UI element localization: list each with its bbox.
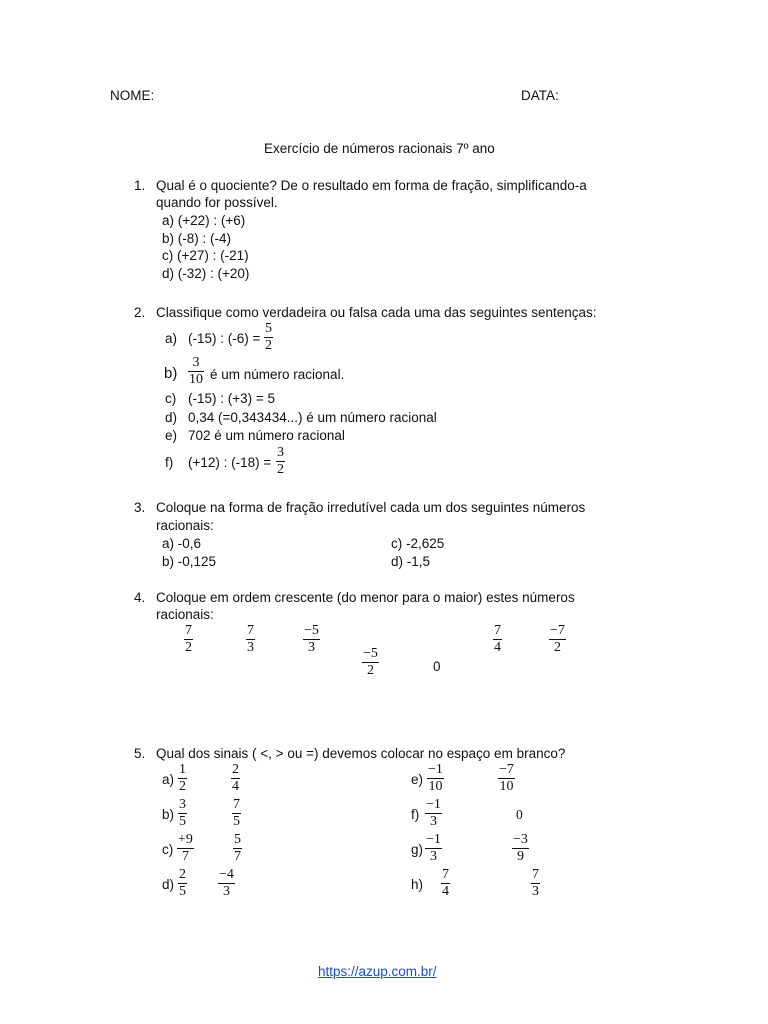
fraction (493, 624, 502, 655)
numerator: −1 (426, 832, 441, 847)
list-item: d) -1,5 (391, 554, 431, 569)
fraction (425, 833, 442, 864)
denominator: 4 (494, 640, 501, 655)
list-item: b) (-8) : (-4) (162, 231, 231, 246)
fraction (276, 446, 285, 477)
list-item: c) (+27) : (-21) (162, 248, 249, 263)
question-text: Qual dos sinais ( <, > ou =) devemos colocar no espaço em branco? (156, 746, 566, 761)
list-item: a) (+22) : (+6) (162, 213, 246, 228)
numerator: 3 (277, 445, 284, 460)
numerator: 5 (265, 321, 272, 336)
item-label: d) (165, 410, 178, 425)
question-text: Coloque na forma de fração irredutível cada um dos seguintes números (156, 500, 586, 515)
fraction (303, 624, 320, 655)
numerator: 1 (179, 762, 186, 777)
denominator: 4 (232, 779, 239, 794)
item-text: é um número racional. (210, 367, 345, 382)
item-text: (+12) : (-18) = (188, 455, 272, 470)
fraction (178, 868, 187, 899)
item-label: e) (411, 772, 424, 787)
list-item: d) (-32) : (+20) (162, 266, 250, 281)
item-label: c) (165, 391, 177, 406)
question-text: quando for possível. (156, 195, 278, 210)
fraction (498, 763, 515, 794)
numerator: 5 (234, 832, 241, 847)
fraction (178, 763, 187, 794)
denominator: 3 (307, 640, 315, 655)
footer-link[interactable]: https://azup.com.br/ (318, 964, 437, 979)
fraction (362, 647, 379, 678)
item-label: g) (411, 842, 424, 857)
numerator: 7 (247, 623, 254, 638)
item-label: d) (162, 877, 175, 892)
denominator: 9 (516, 849, 524, 864)
numerator: 2 (232, 762, 239, 777)
denominator: 2 (265, 338, 272, 353)
numerator: −7 (499, 762, 514, 777)
fraction (531, 868, 540, 899)
question-number: 3. (134, 500, 146, 515)
denominator: 5 (179, 884, 186, 899)
denominator: 3 (429, 814, 437, 829)
denominator: 10 (428, 779, 443, 794)
numerator: 7 (532, 867, 539, 882)
list-item: a) -0,6 (162, 536, 202, 551)
denominator: 3 (222, 884, 230, 899)
numerator: −4 (219, 867, 234, 882)
denominator: 4 (442, 884, 449, 899)
item-text: 702 é um número racional (188, 428, 345, 443)
denominator: 3 (429, 849, 437, 864)
item-label: a) (165, 331, 178, 346)
question-number: 2. (134, 305, 146, 320)
page-title: Exercício de números racionais 7º ano (264, 141, 495, 156)
numerator: 3 (192, 355, 200, 370)
fraction (231, 763, 240, 794)
numerator: 7 (442, 867, 449, 882)
item-label: e) (165, 428, 178, 443)
numerator: 3 (179, 797, 186, 812)
denominator: 2 (185, 640, 192, 655)
denominator: 2 (277, 462, 284, 477)
fraction (184, 624, 193, 655)
item-label: h) (411, 877, 424, 892)
date-label: DATA: (521, 88, 559, 103)
item-text: (-15) : (+3) = 5 (188, 391, 276, 406)
fraction (233, 833, 242, 864)
denominator: 7 (181, 849, 189, 864)
denominator: 2 (553, 640, 561, 655)
denominator: 3 (532, 884, 539, 899)
question-text: racionais: (156, 518, 214, 533)
item-text: 0,34 (=0,343434...) é um número racional (188, 410, 437, 425)
question-number: 1. (134, 178, 146, 193)
denominator: 5 (179, 814, 186, 829)
denominator: 5 (233, 814, 240, 829)
numerator: −3 (513, 832, 528, 847)
question-text: Qual é o quociente? De o resultado em forma de fração, simplificando-a (156, 178, 587, 193)
item-label: f) (165, 455, 174, 470)
list-item: c) -2,625 (391, 536, 445, 551)
numerator: +9 (178, 832, 193, 847)
denominator: 10 (189, 372, 203, 387)
numerator: 7 (185, 623, 192, 638)
question-text: Coloque em ordem crescente (do menor para o maior) estes números (156, 590, 575, 605)
fraction (264, 322, 273, 353)
item-label: f) (411, 807, 420, 822)
question-number: 5. (134, 746, 146, 761)
numerator: 7 (233, 797, 240, 812)
numerator: −5 (363, 646, 378, 661)
fraction (427, 763, 444, 794)
question-text: racionais: (156, 607, 214, 622)
zero-value: 0 (433, 659, 441, 674)
question-number: 4. (134, 590, 146, 605)
fraction (177, 833, 194, 864)
numerator: −1 (426, 797, 441, 812)
fraction (218, 868, 235, 899)
fraction (188, 356, 204, 387)
fraction (549, 624, 566, 655)
item-label: a) (162, 772, 175, 787)
numerator: −1 (428, 762, 443, 777)
denominator: 2 (179, 779, 186, 794)
numerator: −7 (550, 623, 565, 638)
numerator: −5 (304, 623, 319, 638)
fraction (232, 798, 241, 829)
item-label: b) (162, 807, 175, 822)
fraction (246, 624, 255, 655)
denominator: 7 (234, 849, 241, 864)
fraction (425, 798, 442, 829)
name-label: NOME: (110, 88, 155, 103)
item-text: (-15) : (-6) = (188, 331, 261, 346)
numerator: 2 (179, 867, 186, 882)
item-label: b) (164, 365, 178, 382)
numerator: 7 (494, 623, 501, 638)
question-text: Classifique como verdadeira ou falsa cada uma das seguintes sentenças: (156, 305, 597, 320)
zero-value: 0 (516, 807, 523, 822)
fraction (512, 833, 529, 864)
denominator: 2 (366, 663, 374, 678)
item-label: c) (162, 842, 174, 857)
list-item: b) -0,125 (162, 554, 217, 569)
denominator: 3 (247, 640, 254, 655)
denominator: 10 (499, 779, 514, 794)
fraction (441, 868, 450, 899)
fraction (178, 798, 187, 829)
